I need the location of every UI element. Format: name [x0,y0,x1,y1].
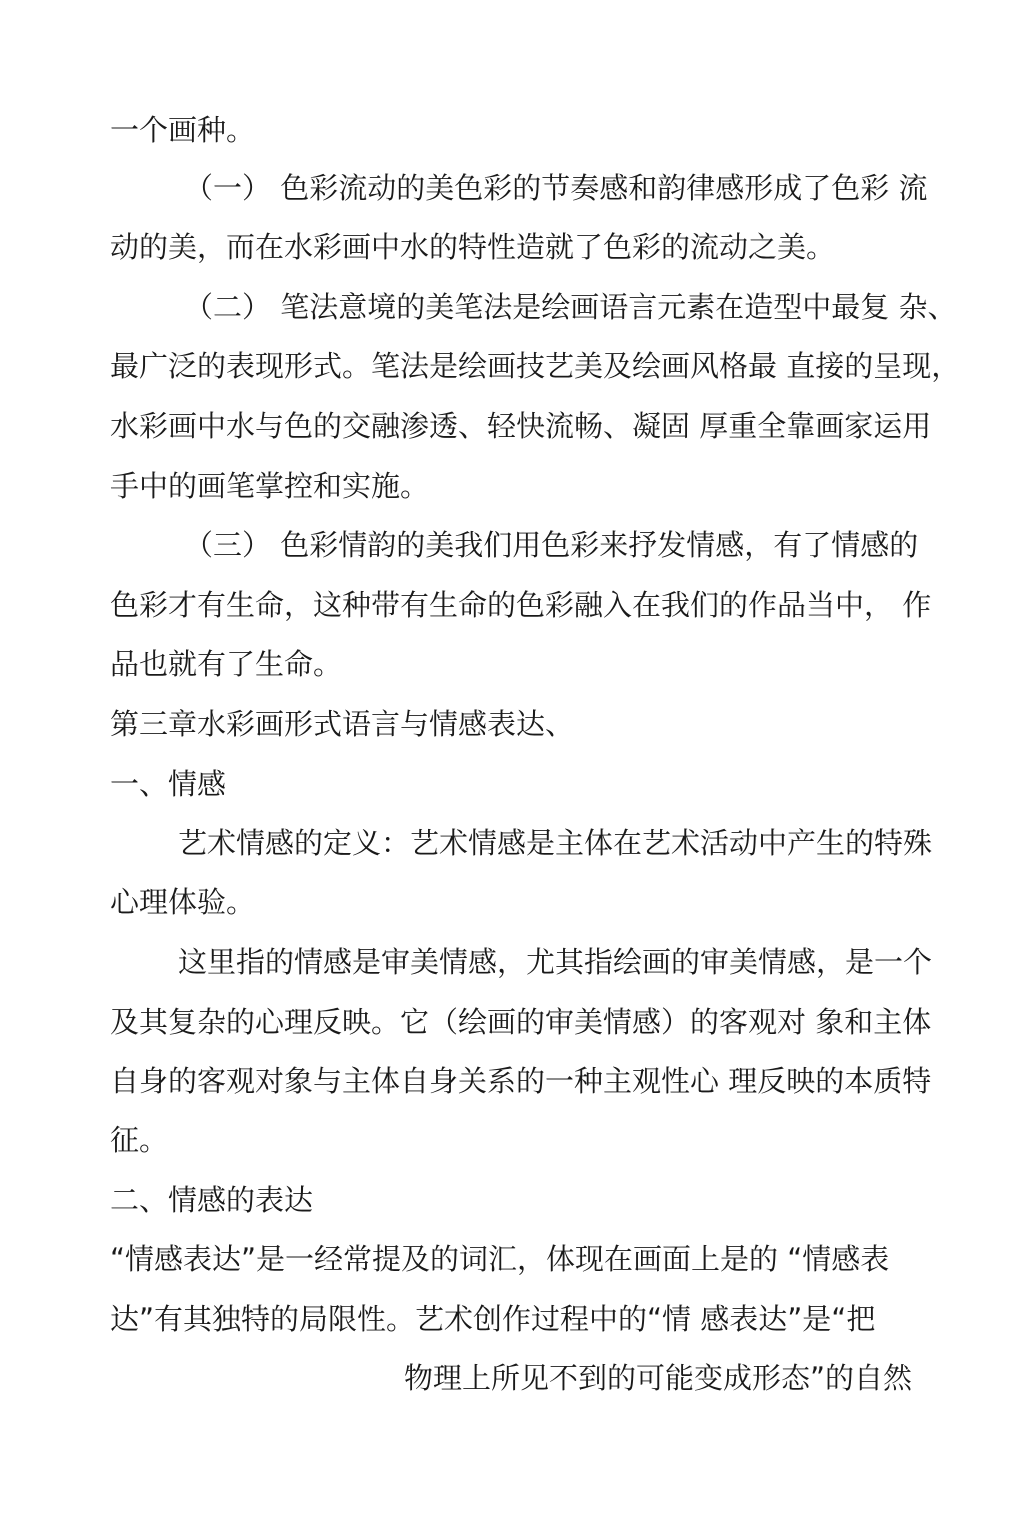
subheading-expression: 二、情感的表达 [110,1183,314,1217]
text-line-7: 手中的画笔掌控和实施。 [110,469,430,503]
section-heading-1: （一） 色彩流动的美色彩的节奏感和韵律感形成了色彩 流 [184,171,928,205]
text-line-15: 这里指的情感是审美情感，尤其指绘画的审美情感，是一个 [178,945,933,979]
text-line-5: 最广泛的表现形式。笔法是绘画技艺美及绘画风格最 直接的呈现， [110,349,961,383]
text-line-20: “情感表达”是一经常提及的词汇，体现在画面上是的 “情感表 [110,1242,890,1276]
text-line-9: 色彩才有生命，这种带有生命的色彩融入在我们的作品当中， 作 [110,588,932,622]
text-line-1: 一个画种。 [110,113,256,147]
section-heading-2: （二） 笔法意境的美笔法是绘画语言元素在造型中最复 杂、 [184,290,957,324]
subheading-emotion: 一、情感 [110,767,227,801]
text-line-21: 达”有其独特的局限性。艺术创作过程中的“情 感表达”是“把 [110,1302,876,1336]
chapter-title: 第三章水彩画形式语言与情感表达、 [110,707,575,741]
text-line-6: 水彩画中水与色的交融渗透、轻快流畅、凝固 厚重全靠画家运用 [110,409,932,443]
text-line-22: 物理上所见不到的可能变成形态”的自然 [404,1361,913,1395]
text-line-18: 征。 [110,1123,169,1157]
text-line-13: 艺术情感的定义：艺术情感是主体在艺术活动中产生的特殊 [178,826,933,860]
section-heading-3: （三） 色彩情韵的美我们用色彩来抒发情感，有了情感的 [184,528,919,562]
text-line-16: 及其复杂的心理反映。它（绘画的审美情感）的客观对 象和主体 [110,1005,932,1039]
text-line-17: 自身的客观对象与主体自身关系的一种主观性心 理反映的本质特 [110,1064,932,1098]
text-line-10: 品也就有了生命。 [110,647,343,681]
text-line-3: 动的美，而在水彩画中水的特性造就了色彩的流动之美。 [110,230,836,264]
text-line-14: 心理体验。 [110,885,256,919]
